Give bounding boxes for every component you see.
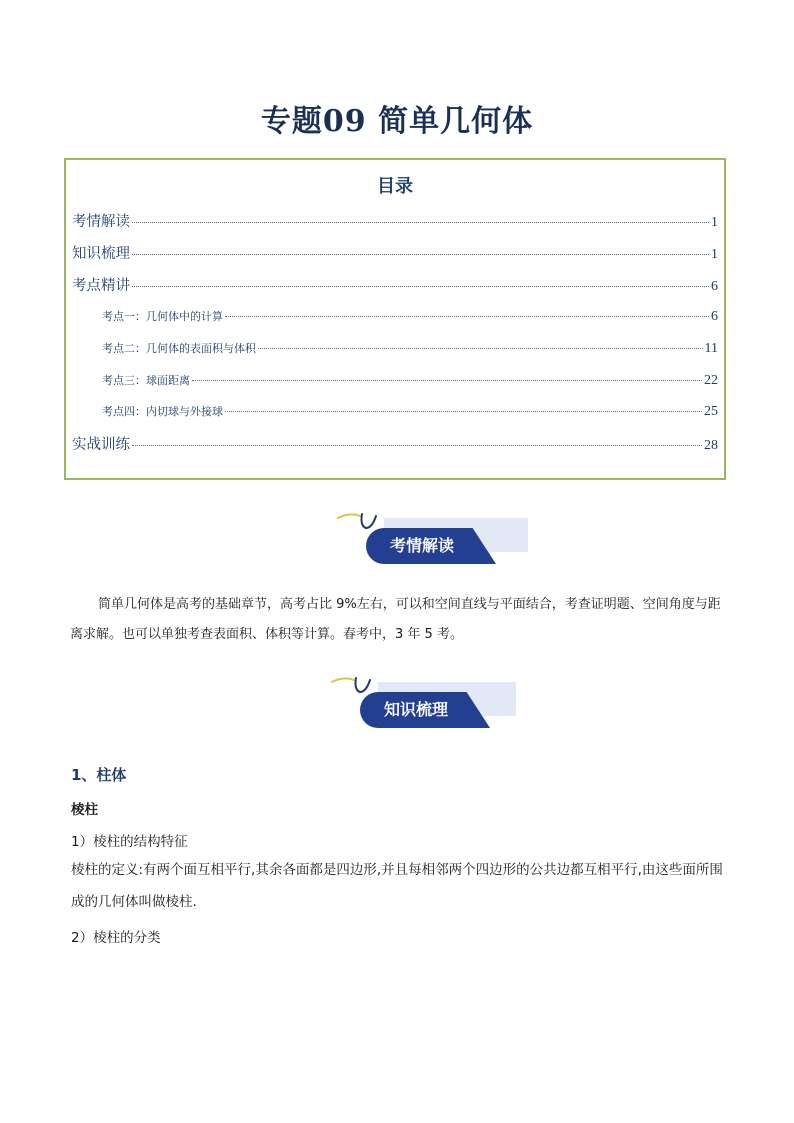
exam-analysis-paragraph: 简单几何体是高考的基础章节，高考占比 9%左右，可以和空间直线与平面结合，考查证明题、空间角度与距离求解。也可以单独考查表面积、体积等计算。春考中，3 年 5 考。 (70, 597, 721, 642)
toc-entry-label: 实战训练 (72, 437, 130, 453)
toc-entry-practice[interactable] (72, 433, 718, 454)
toc-entry-label: 考情解读 (72, 214, 130, 230)
toc-entry-page: 22 (704, 373, 718, 388)
toc-entry-page: 11 (704, 341, 718, 356)
toc-leader-dots (132, 254, 709, 255)
section-badge-knowledge (352, 682, 522, 734)
subsection-heading: 棱柱 (71, 802, 98, 818)
toc-heading: 目录 (377, 176, 413, 197)
toc-entry-point-1[interactable] (72, 308, 718, 325)
toc-entry-label: 考点三：球面距离 (102, 374, 190, 387)
section-heading: 1、柱体 (71, 766, 127, 784)
badge-label: 考情解读 (389, 536, 454, 555)
toc-entry-page: 25 (704, 404, 718, 419)
list-item: 2）棱柱的分类 (71, 930, 161, 946)
toc-entry-page: 1 (711, 215, 718, 230)
toc-entry-page: 6 (711, 279, 718, 294)
toc-entry-label: 知识梳理 (72, 246, 130, 262)
toc-leader-dots (225, 316, 709, 317)
table-of-contents (64, 158, 726, 480)
definition-paragraph: 棱柱的定义:有两个面互相平行,其余各面都是四边形,并且每相邻两个四边形的公共边都互相平行,由这些面所围成的几何体叫做棱柱. (71, 862, 723, 910)
toc-entry-point-2[interactable] (72, 340, 718, 357)
toc-leader-dots (225, 411, 702, 412)
toc-entry-point-4[interactable] (72, 403, 718, 420)
toc-leader-dots (258, 348, 703, 349)
toc-entry-exam-analysis[interactable] (72, 210, 718, 231)
toc-entry-page: 1 (711, 247, 718, 262)
toc-entry-label: 考点二：几何体的表面积与体积 (102, 342, 256, 355)
toc-entry-label: 考点一：几何体中的计算 (102, 310, 223, 323)
toc-leader-dots (132, 445, 702, 446)
toc-entry-label: 考点精讲 (72, 278, 130, 294)
section-badge-exam (358, 518, 528, 570)
toc-leader-dots (192, 380, 702, 381)
toc-entry-point-3[interactable] (72, 372, 718, 389)
list-item: 1）棱柱的结构特征 (71, 834, 188, 850)
toc-entry-knowledge[interactable] (72, 242, 718, 263)
document-title: 专题09 简单几何体 (260, 104, 534, 139)
toc-leader-dots (132, 286, 709, 287)
toc-entry-key-points[interactable] (72, 274, 718, 295)
toc-entry-page: 28 (704, 438, 718, 453)
toc-entry-label: 考点四：内切球与外接球 (102, 405, 223, 418)
toc-entry-page: 6 (711, 309, 718, 324)
toc-leader-dots (132, 222, 709, 223)
badge-label: 知识梳理 (383, 700, 448, 719)
